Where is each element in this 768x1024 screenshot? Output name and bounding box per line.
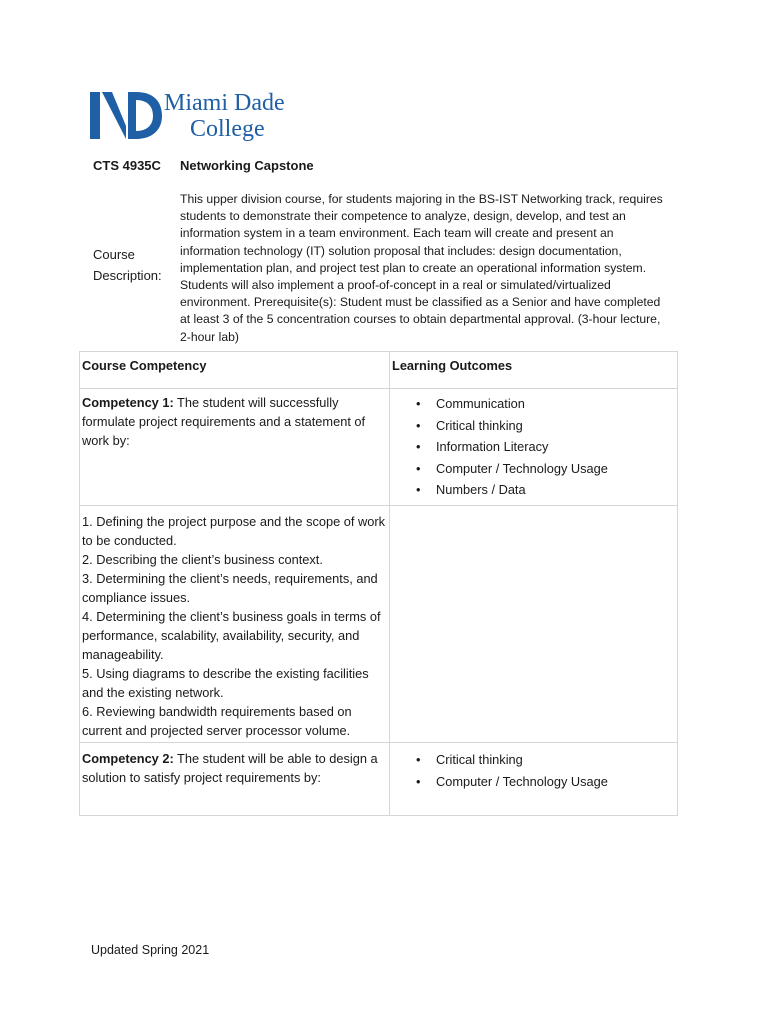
step-item: 1. Defining the project purpose and the scope of work to be conducted.: [82, 514, 386, 548]
competency-table: [79, 351, 678, 816]
competency-2-cell: [80, 743, 390, 816]
list-item: • Information Literacy: [436, 436, 675, 458]
header-course-competency: Course Competency: [80, 352, 390, 389]
course-title: Networking Capstone: [180, 158, 314, 173]
list-item: • Critical thinking: [436, 415, 675, 437]
outcome-list: [392, 749, 675, 792]
course-code: CTS 4935C: [93, 158, 161, 173]
competency-2-outcomes: [390, 743, 678, 816]
competency-1-cell: [80, 389, 390, 506]
college-logo: [90, 92, 300, 144]
header-learning-outcomes: Learning Outcomes: [390, 352, 678, 389]
list-item: • Computer / Technology Usage: [436, 771, 675, 793]
list-item: • Critical thinking: [436, 749, 675, 771]
list-item: • Computer / Technology Usage: [436, 458, 675, 480]
outcome-list: [392, 393, 675, 501]
empty-outcomes-cell: [390, 506, 678, 743]
step-item: 6. Reviewing bandwidth requirements based on current and projected server processor volume.: [82, 704, 352, 738]
footer-updated: Updated Spring 2021: [91, 943, 210, 957]
college-name-line1: Miami Dade: [164, 90, 285, 116]
description-label: Course Description:: [93, 247, 162, 283]
table-row: [80, 743, 678, 816]
step-item: 2. Describing the client’s business context.: [82, 552, 323, 567]
step-item: 5. Using diagrams to describe the existing facilities and the existing network.: [82, 666, 369, 700]
competency-2-label: Competency 2:: [82, 751, 174, 766]
list-item: • Numbers / Data: [436, 479, 675, 501]
competency-1-steps: [80, 506, 390, 743]
competency-1-text: The student will successfully formulate project requirements and a statement of work by:: [82, 395, 366, 448]
list-item: • Communication: [436, 393, 675, 415]
table-row: [80, 389, 678, 506]
competency-1-label: Competency 1:: [82, 395, 174, 410]
description-text: This upper division course, for students majoring in the BS-IST Networking track, requires students to demonstrate their competence to analyze, design, develop, and test an information system in a team environment. Each team will create and present an information technology (IT) solution proposal that includes: design documentation, implementation plan, and project test plan to create an operational information system. Students will also implement a proof-of-concept in a real or simulated/virtualized environment. Prerequisite(s): Student must be classified as a Senior and have completed at least 3 of the 5 concentration courses to obtain departmental approval. (3-hour lecture, 2-hour lab): [180, 192, 663, 344]
step-item: 3. Determining the client’s needs, requirements, and compliance issues.: [82, 571, 378, 605]
college-name-line2: College: [190, 116, 265, 142]
college-name: [164, 90, 285, 142]
competency-2-text: The student will be able to design a solution to satisfy project requirements by:: [82, 751, 378, 785]
table-row: [80, 506, 678, 743]
competency-1-outcomes: [390, 389, 678, 506]
step-item: 4. Determining the client’s business goals in terms of performance, scalability, availability, security, and manageability.: [82, 609, 381, 662]
table-header-row: [80, 352, 678, 389]
mdc-logo-mark-icon: [90, 92, 162, 142]
